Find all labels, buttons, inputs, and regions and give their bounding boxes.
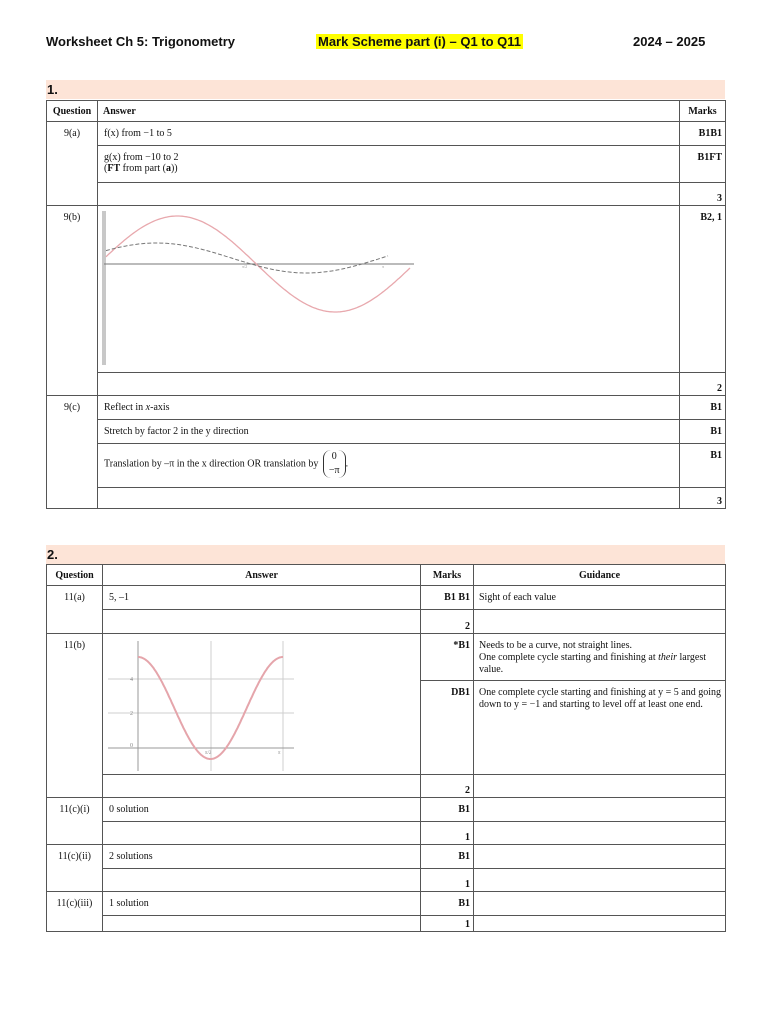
guidance-text: One complete cycle starting and finishing at — [479, 652, 659, 663]
total-marks: 3 — [680, 488, 726, 509]
academic-year: 2024 – 2025 — [633, 34, 706, 49]
table-row — [47, 183, 726, 206]
answer-line-start: ( — [104, 163, 108, 174]
answer-line-mid: from part ( — [120, 163, 166, 174]
answer-cell: Stretch by factor 2 in the y direction — [98, 420, 680, 444]
question-label: 9(c) — [47, 396, 98, 509]
marks-cell: B1 — [421, 845, 474, 869]
y-tick-4: 4 — [130, 677, 133, 683]
answer-text: Translation by –π in the x direction OR translation by — [104, 458, 319, 470]
graph-grid — [108, 641, 294, 771]
x-tick-pi: π — [278, 751, 281, 756]
answer-cell: f(x) from −1 to 5 — [98, 122, 680, 146]
total-marks: 3 — [680, 183, 726, 206]
guidance-cell: Sight of each value — [474, 586, 726, 610]
answer-cell: 2 solutions — [103, 845, 421, 869]
total-marks: 2 — [421, 610, 474, 634]
answer-line-end: )) — [170, 163, 178, 174]
empty-cell — [98, 488, 680, 509]
tick-label-pi-over-2: π/2 — [242, 264, 248, 269]
col-answer: Answer — [103, 565, 421, 586]
guidance-line: Needs to be a curve, not straight lines. — [479, 640, 633, 651]
guidance-text: largest value. — [479, 652, 706, 675]
answer-text: -axis — [150, 402, 170, 413]
trig-graph-9b — [98, 206, 428, 366]
table-row — [47, 869, 726, 892]
empty-cell — [103, 916, 421, 932]
section-2-table — [46, 564, 726, 932]
total-marks: 1 — [421, 822, 474, 845]
empty-cell — [103, 869, 421, 892]
marks-cell: B1 — [421, 798, 474, 822]
table-row — [47, 798, 726, 822]
empty-cell — [98, 183, 680, 206]
empty-cell — [103, 775, 421, 798]
table-row — [47, 373, 726, 396]
question-label: 11(c)(iii) — [47, 892, 103, 932]
tick-label-pi: π — [382, 264, 385, 269]
col-question: Question — [47, 101, 98, 122]
guidance-cell — [474, 892, 726, 916]
total-marks: 1 — [421, 869, 474, 892]
question-label: 9(a) — [47, 122, 98, 206]
table-header-row — [47, 565, 726, 586]
answer-part: a — [165, 163, 171, 174]
marks-cell: B1 B1 — [421, 586, 474, 610]
table-row — [47, 206, 726, 373]
trig-graph-11b — [108, 637, 298, 777]
worksheet-title: Worksheet Ch 5: Trigonometry — [46, 34, 236, 49]
col-marks: Marks — [421, 565, 474, 586]
total-marks: 2 — [680, 373, 726, 396]
marks-cell: *B1 — [421, 634, 474, 681]
answer-text: Reflect in — [104, 402, 146, 413]
section-1-heading: 1. — [46, 80, 725, 99]
section-1-table — [46, 100, 726, 509]
table-row — [47, 396, 726, 420]
col-question: Question — [47, 565, 103, 586]
total-marks: 1 — [421, 916, 474, 932]
translation-vector — [323, 450, 346, 478]
section-2-heading: 2. — [46, 545, 725, 564]
marks-cell: B1 — [680, 444, 726, 488]
marks-cell: B1 — [680, 396, 726, 420]
y-axis-bar — [102, 211, 106, 365]
guidance-cell — [474, 634, 726, 681]
table-row — [47, 610, 726, 634]
marks-cell: B2, 1 — [680, 206, 726, 373]
vector-bottom: −π — [328, 465, 340, 476]
col-guidance: Guidance — [474, 565, 726, 586]
answer-cell: 5, –1 — [103, 586, 421, 610]
answer-var: x — [145, 402, 151, 413]
marks-cell: B1FT — [680, 146, 726, 183]
empty-cell — [103, 610, 421, 634]
table-row — [47, 122, 726, 146]
answer-graph-cell — [103, 634, 421, 775]
table-row — [47, 586, 726, 610]
guidance-emphasis: their — [658, 652, 678, 663]
empty-cell — [474, 916, 726, 932]
answer-cell: 1 solution — [103, 892, 421, 916]
table-row — [47, 916, 726, 932]
empty-cell — [474, 869, 726, 892]
table-row — [47, 420, 726, 444]
empty-cell — [103, 822, 421, 845]
marks-cell: B1 — [421, 892, 474, 916]
table-row — [47, 775, 726, 798]
table-row — [47, 146, 726, 183]
table-row — [47, 822, 726, 845]
answer-cell — [98, 146, 680, 183]
table-header-row — [47, 101, 726, 122]
table-row — [47, 488, 726, 509]
marks-cell: B1 — [680, 420, 726, 444]
answer-graph-cell — [98, 206, 680, 373]
question-label: 9(b) — [47, 206, 98, 396]
question-label: 11(c)(ii) — [47, 845, 103, 892]
answer-cell: 0 solution — [103, 798, 421, 822]
y-tick-0: 0 — [130, 743, 133, 749]
marks-cell: DB1 — [421, 681, 474, 775]
vector-top: 0 — [331, 451, 337, 462]
y-tick-2: 2 — [130, 711, 133, 717]
col-marks: Marks — [680, 101, 726, 122]
marks-cell: B1B1 — [680, 122, 726, 146]
table-row — [47, 444, 726, 488]
table-row — [47, 892, 726, 916]
total-marks: 2 — [421, 775, 474, 798]
mark-scheme-title: Mark Scheme part (i) – Q1 to Q11 — [318, 34, 522, 49]
empty-cell — [474, 775, 726, 798]
question-label: 11(a) — [47, 586, 103, 634]
x-tick-pi-over-2: π/2 — [205, 751, 212, 756]
question-label: 11(c)(i) — [47, 798, 103, 845]
guidance-cell — [474, 798, 726, 822]
empty-cell — [98, 373, 680, 396]
answer-cell — [98, 444, 680, 488]
answer-suffix: . — [345, 458, 349, 470]
answer-line: g(x) from −10 to 2 — [104, 152, 179, 163]
table-row — [47, 634, 726, 681]
guidance-cell — [474, 845, 726, 869]
answer-ft: FT — [107, 163, 121, 174]
answer-cell — [98, 396, 680, 420]
col-answer: Answer — [98, 101, 680, 122]
empty-cell — [474, 610, 726, 634]
empty-cell — [474, 822, 726, 845]
table-row — [47, 845, 726, 869]
guidance-cell: One complete cycle starting and finishing at y = 5 and going down to y = −1 and starting to level off at least one end. — [474, 681, 726, 775]
question-label: 11(b) — [47, 634, 103, 798]
